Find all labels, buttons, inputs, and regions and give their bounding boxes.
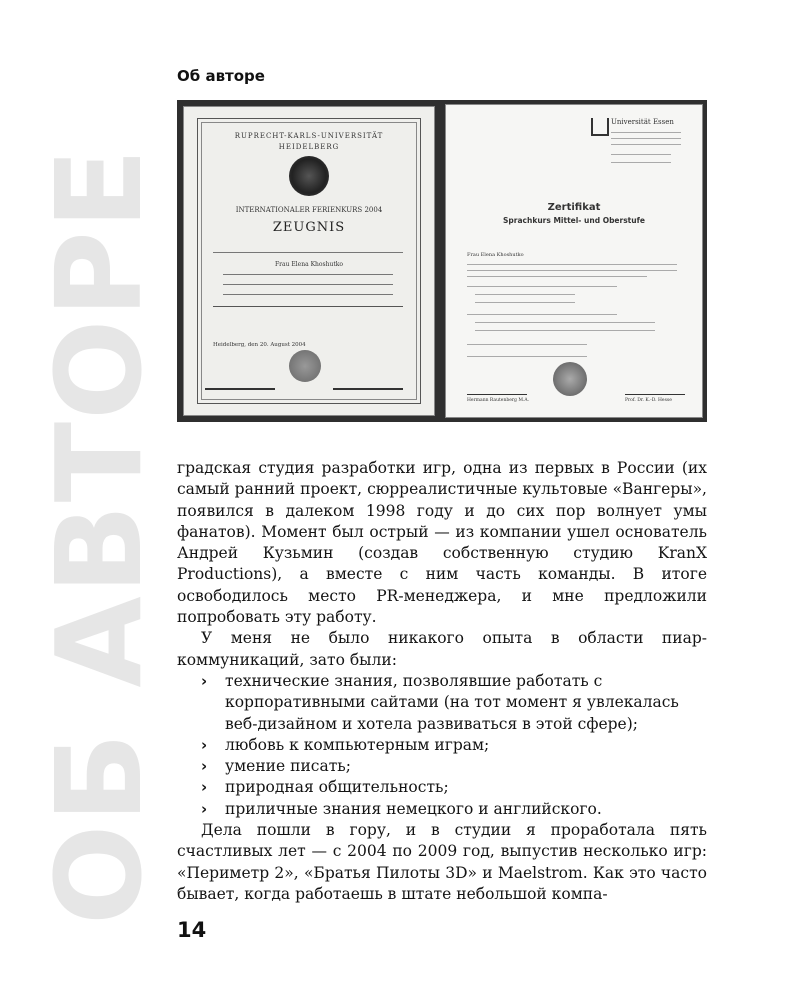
chevron-right-icon: › (201, 735, 208, 754)
paragraph: У меня не было никакого опыта в области пиар-коммуникаций, зато были: (177, 629, 707, 669)
essen-certificate (445, 104, 703, 418)
list-item: › технические знания, позволявшие работать с корпоративными сайтами (на тот момент я увлекалась веб-дизайном и хотела развиваться в этой сфере); (201, 671, 679, 733)
paragraph: Дела пошли в гору, и в студии я проработала пять счастливых лет — с 2004 по 2009 год, выпустив несколько игр: «Периметр 2», «Братья Пилоты 3D» и Maelstrom. Как это часто бывает, когда работаешь в штате небольшой компа- (177, 821, 707, 903)
certificate-place-date: Heidelberg, den 20. August 2004 (213, 342, 306, 348)
certificate-city: HEIDELBERG (278, 143, 340, 151)
certificate-title: ZEUGNIS (272, 220, 346, 235)
certificate-university: RUPRECHT-KARLS-UNIVERSITÄT (234, 132, 384, 140)
certificate-name: Frau Elena Khoshutko (274, 261, 343, 268)
certificate-name: Frau Elena Khoshutko (467, 252, 524, 258)
chevron-right-icon: › (201, 778, 208, 797)
bullet-list (177, 671, 707, 820)
signer-left: Hermann Rautenberg M.A. (467, 398, 530, 403)
stamp-seal (553, 362, 587, 396)
university-seal (289, 156, 329, 196)
list-item: › природная общительность; (177, 777, 707, 798)
certificate-university: Universität Essen (611, 118, 674, 126)
list-item: › любовь к компьютерным играм; (177, 735, 707, 756)
side-title-text: ОБ АВТОРЕ (30, 146, 168, 925)
signer-right: Prof. Dr. K.-D. Hesse (625, 398, 672, 403)
chevron-right-icon: › (201, 799, 208, 818)
university-logo-icon (591, 118, 609, 136)
body-text (177, 458, 707, 905)
heidelberg-certificate (183, 106, 435, 416)
section-title: Об авторе (177, 67, 265, 85)
certificate-course: INTERNATIONALER FERIENKURS 2004 (235, 206, 383, 214)
certificates-photo (177, 100, 707, 422)
chevron-right-icon: › (201, 671, 208, 690)
chevron-right-icon: › (201, 757, 208, 776)
certificate-title: Zertifikat (547, 202, 601, 213)
page-number: 14 (177, 918, 207, 942)
list-item: › умение писать; (177, 756, 707, 777)
paragraph: градская студия разработки игр, одна из первых в России (их самый ранний проект, сюрреалистичные культовые «Вангеры», появился в далеком 1998 году и до сих пор волнует умы фанатов). Момент был острый — из компании ушел основатель Андрей Кузьмин (создав собственную студию KranX Productions), а вместе с ним часть команды. В итоге освободилось место PR-менеджера, и мне предложили попробовать эту работу. (177, 459, 707, 627)
list-item: › приличные знания немецкого и английского. (177, 799, 707, 820)
stamp-seal (289, 350, 321, 382)
certificate-subtitle: Sprachkurs Mittel- und Oberstufe (503, 216, 645, 225)
